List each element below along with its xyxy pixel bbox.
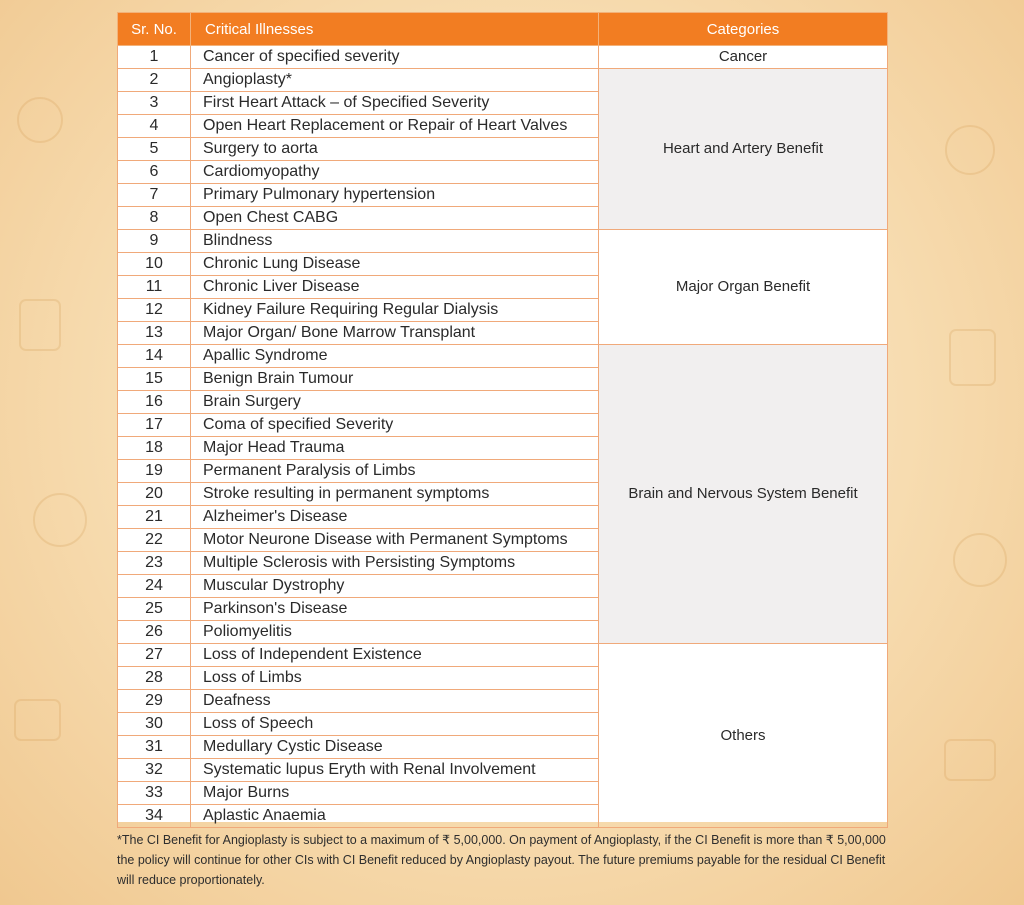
category-cell: Brain and Nervous System Benefit [599,345,888,644]
sr-no-cell: 23 [118,552,191,575]
illness-cell: Loss of Speech [191,713,599,736]
sr-no-cell: 17 [118,414,191,437]
sr-no-cell: 10 [118,253,191,276]
sr-no-cell: 14 [118,345,191,368]
sr-no-cell: 29 [118,690,191,713]
illness-cell: Aplastic Anaemia [191,805,599,828]
sr-no-cell: 16 [118,391,191,414]
category-cell: Major Organ Benefit [599,230,888,345]
critical-illness-table [117,12,888,828]
illness-cell: Poliomyelitis [191,621,599,644]
illness-cell: Benign Brain Tumour [191,368,599,391]
sr-no-cell: 7 [118,184,191,207]
sr-no-cell: 32 [118,759,191,782]
table-row [118,230,888,253]
sr-no-cell: 20 [118,483,191,506]
sr-no-cell: 4 [118,115,191,138]
table-header-row [118,13,888,46]
header-sr-no: Sr. No. [118,13,191,46]
illness-cell: Open Heart Replacement or Repair of Heart Valves [191,115,599,138]
sr-no-cell: 18 [118,437,191,460]
illness-cell: Loss of Limbs [191,667,599,690]
sr-no-cell: 19 [118,460,191,483]
table-body [118,46,888,828]
sr-no-cell: 34 [118,805,191,828]
illness-cell: Cancer of specified severity [191,46,599,69]
sr-no-cell: 3 [118,92,191,115]
angioplasty-footnote: *The CI Benefit for Angioplasty is subject to a maximum of ₹ 5,00,000. On payment of Angioplasty, if the CI Benefit is more than ₹ 5,00,000 the policy will continue for other CIs with CI Benefit reduced by Angioplasty payout. The future premiums payable for the residual CI Benefit will reduce proportionately. [117,833,886,887]
illness-cell: Apallic Syndrome [191,345,599,368]
illness-cell: Alzheimer's Disease [191,506,599,529]
illness-cell: Major Head Trauma [191,437,599,460]
sr-no-cell: 1 [118,46,191,69]
illness-cell: Muscular Dystrophy [191,575,599,598]
sr-no-cell: 12 [118,299,191,322]
table-row [118,644,888,667]
illness-cell: Major Burns [191,782,599,805]
category-cell: Others [599,644,888,828]
illness-cell: Systematic lupus Eryth with Renal Involvement [191,759,599,782]
sr-no-cell: 28 [118,667,191,690]
illness-cell: Coma of specified Severity [191,414,599,437]
illness-cell: Cardiomyopathy [191,161,599,184]
sr-no-cell: 26 [118,621,191,644]
illness-cell: Chronic Lung Disease [191,253,599,276]
sr-no-cell: 33 [118,782,191,805]
sr-no-cell: 11 [118,276,191,299]
sr-no-cell: 30 [118,713,191,736]
illness-cell: Stroke resulting in permanent symptoms [191,483,599,506]
illness-cell: Permanent Paralysis of Limbs [191,460,599,483]
sr-no-cell: 2 [118,69,191,92]
sr-no-cell: 25 [118,598,191,621]
illness-cell: Parkinson's Disease [191,598,599,621]
sr-no-cell: 6 [118,161,191,184]
illness-cell: Surgery to aorta [191,138,599,161]
illness-cell: Primary Pulmonary hypertension [191,184,599,207]
header-categories: Categories [599,13,888,46]
illness-cell: Chronic Liver Disease [191,276,599,299]
illness-cell: Multiple Sclerosis with Persisting Symptoms [191,552,599,575]
illness-cell: Motor Neurone Disease with Permanent Symptoms [191,529,599,552]
category-cell: Heart and Artery Benefit [599,69,888,230]
illness-cell: Kidney Failure Requiring Regular Dialysis [191,299,599,322]
table-row [118,69,888,92]
sr-no-cell: 24 [118,575,191,598]
sr-no-cell: 31 [118,736,191,759]
sr-no-cell: 15 [118,368,191,391]
sr-no-cell: 21 [118,506,191,529]
illness-cell: Loss of Independent Existence [191,644,599,667]
sr-no-cell: 9 [118,230,191,253]
illness-cell: Deafness [191,690,599,713]
table-row [118,345,888,368]
illness-cell: Major Organ/ Bone Marrow Transplant [191,322,599,345]
sr-no-cell: 5 [118,138,191,161]
sr-no-cell: 27 [118,644,191,667]
sr-no-cell: 13 [118,322,191,345]
illness-cell: Medullary Cystic Disease [191,736,599,759]
table-row [118,46,888,69]
illness-cell: Blindness [191,230,599,253]
sr-no-cell: 8 [118,207,191,230]
sr-no-cell: 22 [118,529,191,552]
header-critical-illnesses: Critical Illnesses [191,13,599,46]
illness-cell: First Heart Attack – of Specified Severity [191,92,599,115]
category-cell: Cancer [599,46,888,69]
illness-cell: Angioplasty* [191,69,599,92]
illness-cell: Open Chest CABG [191,207,599,230]
illness-cell: Brain Surgery [191,391,599,414]
